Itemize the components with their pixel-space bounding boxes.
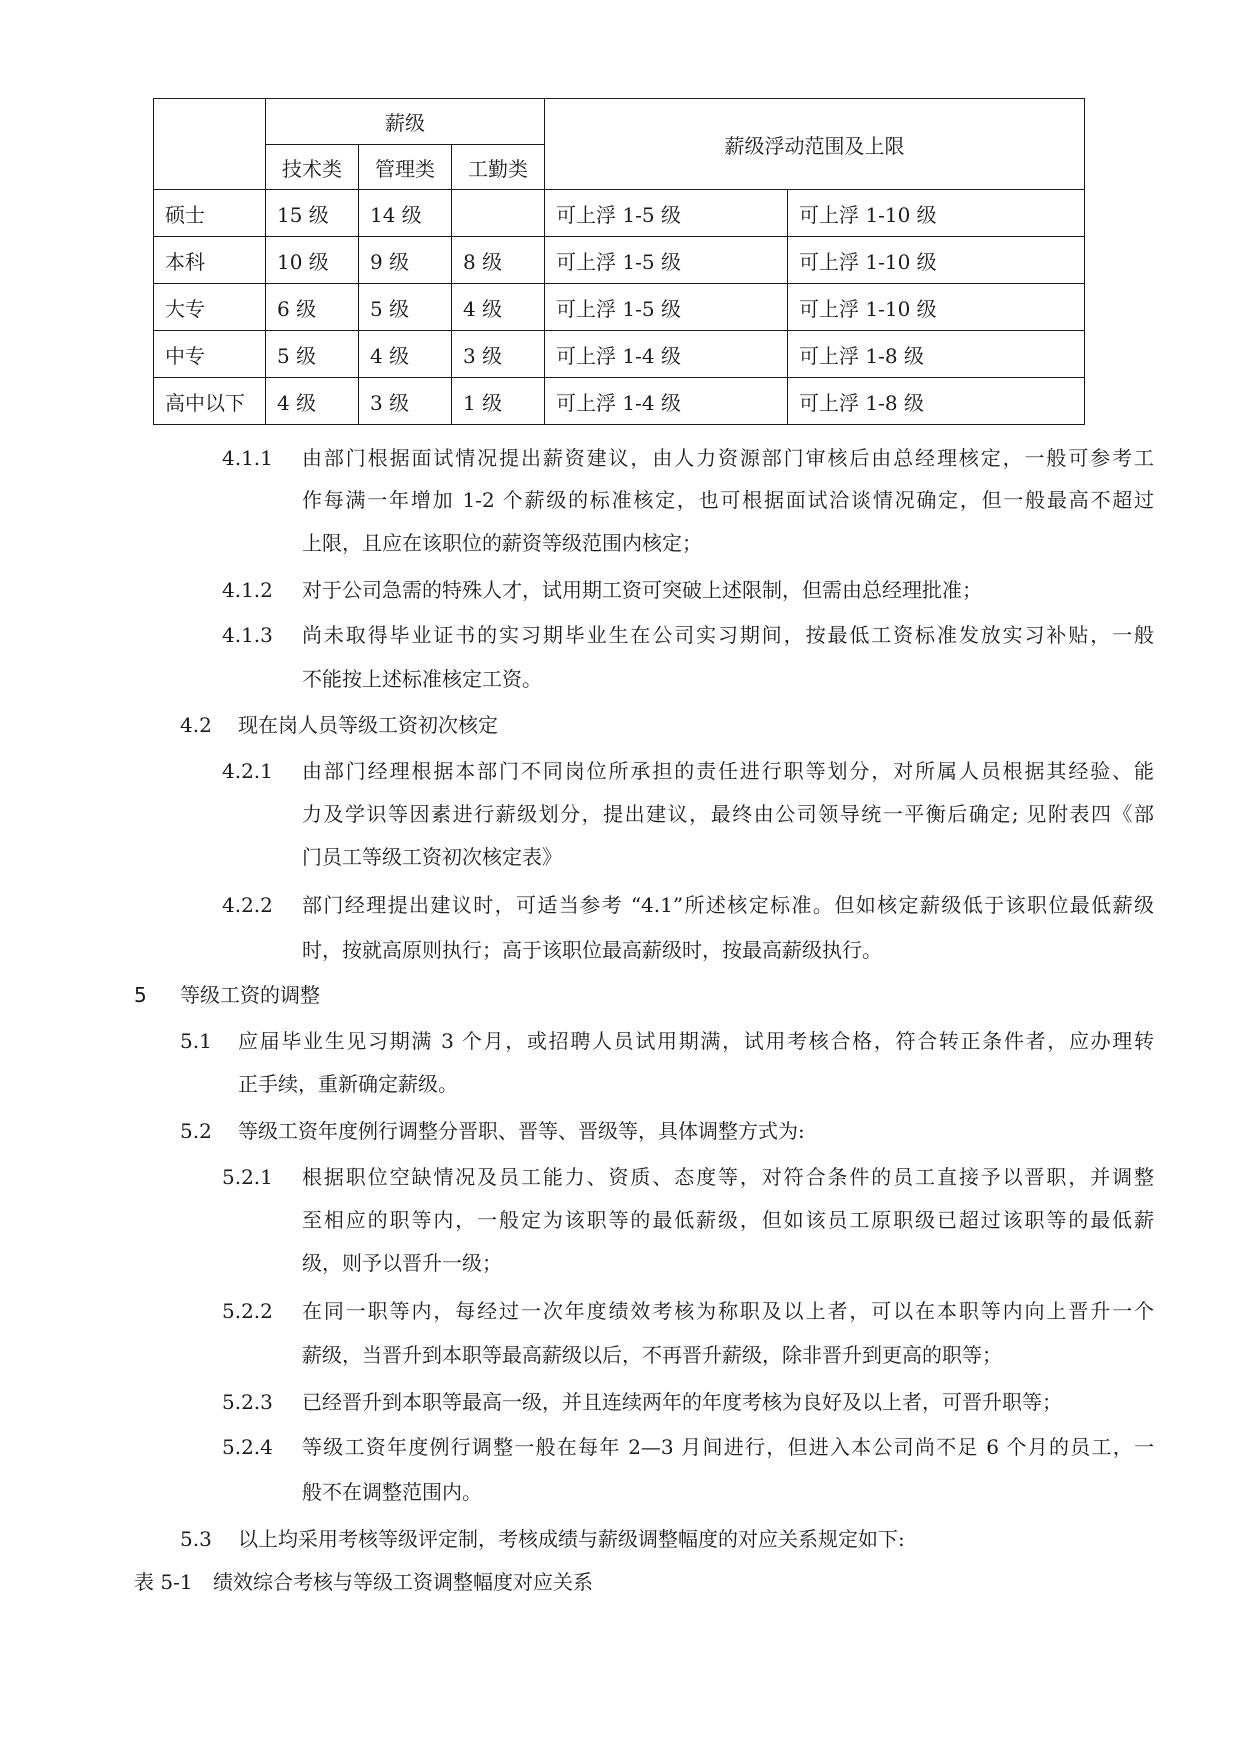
management-cell: 5 级 — [359, 284, 452, 331]
table-header-row — [154, 99, 1085, 145]
management-cell: 3 级 — [359, 378, 452, 425]
clause-number: 4.1.3 — [222, 623, 273, 647]
section-number: 5.3 — [180, 1527, 212, 1551]
section-number: 5.2 — [180, 1119, 212, 1143]
header-float-range: 薪级浮动范围及上限 — [545, 99, 1085, 190]
paragraph-line: 尚未取得毕业证书的实习期毕业生在公司实习期间，按最低工资标准发放实习补贴，一般 — [302, 623, 1154, 647]
paragraph-line: 级，则予以晋升一级； — [302, 1251, 502, 1275]
labor-cell: 1 级 — [452, 378, 545, 425]
float-limit-cell: 可上浮 1-8 级 — [788, 331, 1085, 378]
header-management: 管理类 — [359, 145, 452, 190]
section-number: 5.1 — [180, 1029, 212, 1053]
paragraph-line: 薪级，当晋升到本职等最高薪级以后，不再晋升薪级，除非晋升到更高的职等； — [302, 1343, 1002, 1367]
paragraph-line: 等级工资年度例行调整一般在每年 2—3 月间进行，但进入本公司尚不足 6 个月的员工，一 — [302, 1435, 1154, 1459]
chapter-heading: 等级工资的调整 — [180, 983, 320, 1007]
table-row — [154, 284, 1085, 331]
paragraph-line: 上限，且应在该职位的薪资等级范围内核定； — [302, 531, 702, 555]
float-range-cell: 可上浮 1-4 级 — [545, 331, 788, 378]
float-range-cell: 可上浮 1-4 级 — [545, 378, 788, 425]
chapter-number: 5 — [134, 983, 147, 1007]
technical-cell: 6 级 — [266, 284, 359, 331]
paragraph-line: 在同一职等内，每经过一次年度绩效考核为称职及以上者，可以在本职等内向上晋升一个 — [302, 1299, 1154, 1323]
table-row — [154, 190, 1085, 237]
technical-cell: 15 级 — [266, 190, 359, 237]
paragraph-line: 已经晋升到本职等最高一级，并且连续两年的年度考核为良好及以上者，可晋升职等； — [302, 1390, 1062, 1414]
section-heading: 以上均采用考核等级评定制，考核成绩与薪级调整幅度的对应关系规定如下: — [238, 1527, 905, 1551]
paragraph-line: 门员工等级工资初次核定表》 — [302, 845, 562, 869]
clause-number: 5.2.1 — [222, 1165, 273, 1189]
section-heading: 现在岗人员等级工资初次核定 — [238, 713, 498, 737]
paragraph-line: 对于公司急需的特殊人才，试用期工资可突破上述限制，但需由总经理批准； — [302, 578, 982, 602]
paragraph-line: 应届毕业生见习期满 3 个月，或招聘人员试用期满，试用考核合格，符合转正条件者，应办理转 — [238, 1029, 1154, 1053]
education-cell: 大专 — [154, 284, 266, 331]
technical-cell: 10 级 — [266, 237, 359, 284]
labor-cell — [452, 190, 545, 237]
table-row — [154, 331, 1085, 378]
labor-cell: 3 级 — [452, 331, 545, 378]
education-cell: 高中以下 — [154, 378, 266, 425]
paragraph-line: 部门经理提出建议时，可适当参考 “4.1”所述核定标准。但如核定薪级低于该职位最低薪级 — [302, 893, 1154, 917]
header-empty-cell — [154, 99, 266, 190]
management-cell: 14 级 — [359, 190, 452, 237]
technical-cell: 4 级 — [266, 378, 359, 425]
paragraph-line: 时，按就高原则执行；高于该职位最高薪级时，按最高薪级执行。 — [302, 938, 882, 962]
table-caption-number: 表 5-1 — [134, 1570, 193, 1594]
header-technical: 技术类 — [266, 145, 359, 190]
education-cell: 本科 — [154, 237, 266, 284]
float-limit-cell: 可上浮 1-10 级 — [788, 284, 1085, 331]
paragraph-line: 至相应的职等内，一般定为该职等的最低薪级，但如该员工原职级已超过该职等的最低薪 — [302, 1208, 1154, 1232]
clause-number: 4.2.2 — [222, 893, 273, 917]
paragraph-line: 根据职位空缺情况及员工能力、资质、态度等，对符合条件的员工直接予以晋职，并调整 — [302, 1165, 1154, 1189]
paragraph-line: 般不在调整范围内。 — [302, 1480, 482, 1504]
salary-grade-table — [153, 98, 1085, 425]
section-heading: 等级工资年度例行调整分晋职、晋等、晋级等，具体调整方式为: — [238, 1119, 805, 1143]
clause-number: 5.2.2 — [222, 1299, 273, 1323]
header-labor: 工勤类 — [452, 145, 545, 190]
labor-cell: 4 级 — [452, 284, 545, 331]
clause-number: 4.1.2 — [222, 578, 273, 602]
float-range-cell: 可上浮 1-5 级 — [545, 237, 788, 284]
float-limit-cell: 可上浮 1-10 级 — [788, 190, 1085, 237]
header-salary-level: 薪级 — [266, 99, 545, 145]
paragraph-line: 正手续，重新确定薪级。 — [238, 1072, 458, 1096]
education-cell: 中专 — [154, 331, 266, 378]
section-number: 4.2 — [180, 713, 212, 737]
management-cell: 4 级 — [359, 331, 452, 378]
float-limit-cell: 可上浮 1-10 级 — [788, 237, 1085, 284]
float-range-cell: 可上浮 1-5 级 — [545, 284, 788, 331]
technical-cell: 5 级 — [266, 331, 359, 378]
clause-number: 5.2.4 — [222, 1435, 273, 1459]
paragraph-line: 由部门经理根据本部门不同岗位所承担的责任进行职等划分，对所属人员根据其经验、能 — [302, 759, 1154, 783]
table-row — [154, 237, 1085, 284]
table-caption: 绩效综合考核与等级工资调整幅度对应关系 — [213, 1570, 593, 1594]
labor-cell: 8 级 — [452, 237, 545, 284]
float-range-cell: 可上浮 1-5 级 — [545, 190, 788, 237]
clause-number: 4.1.1 — [222, 446, 273, 470]
clause-number: 5.2.3 — [222, 1390, 273, 1414]
paragraph-line: 作每满一年增加 1-2 个薪级的标准核定，也可根据面试洽谈情况确定，但一般最高不超过 — [302, 488, 1154, 512]
paragraph-line: 由部门根据面试情况提出薪资建议，由人力资源部门审核后由总经理核定，一般可参考工 — [302, 446, 1154, 470]
float-limit-cell: 可上浮 1-8 级 — [788, 378, 1085, 425]
paragraph-line: 力及学识等因素进行薪级划分，提出建议，最终由公司领导统一平衡后确定; 见附表四《部 — [302, 802, 1154, 826]
education-cell: 硕士 — [154, 190, 266, 237]
paragraph-line: 不能按上述标准核定工资。 — [302, 667, 542, 691]
management-cell: 9 级 — [359, 237, 452, 284]
table-row — [154, 378, 1085, 425]
clause-number: 4.2.1 — [222, 759, 273, 783]
